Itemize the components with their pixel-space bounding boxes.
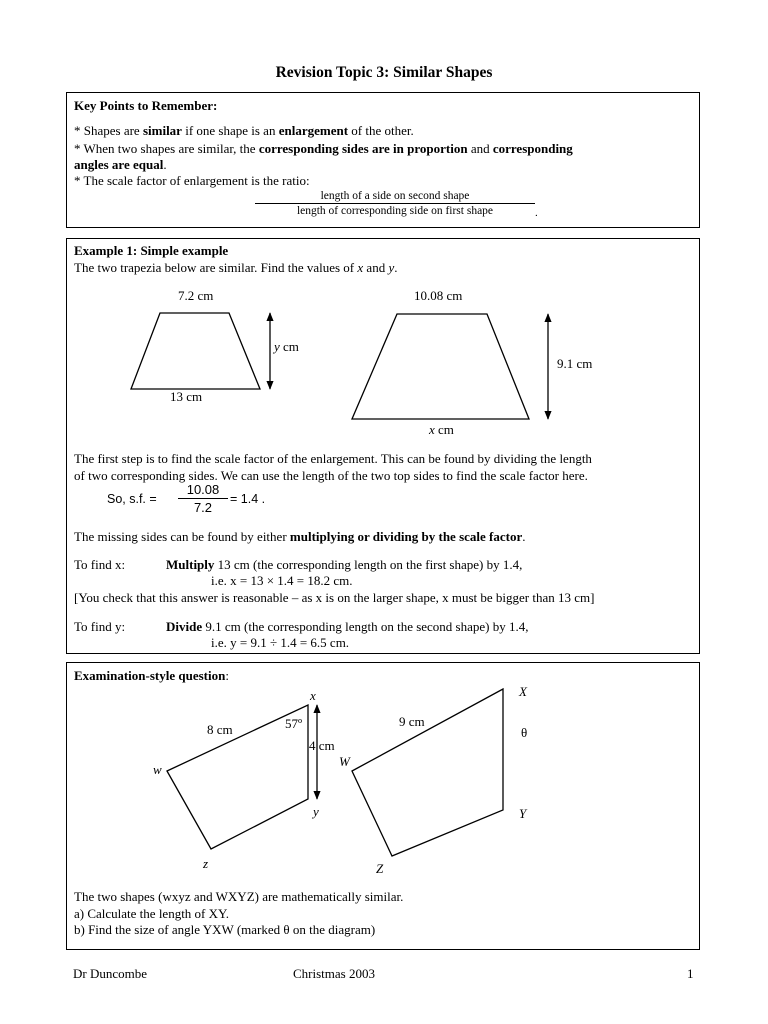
key-point-1: * Shapes are similar if one shape is an enlargement of the other. [74, 123, 414, 138]
key-point-2-cont: angles are equal. [74, 157, 167, 172]
example-1-heading: Example 1: Simple example [74, 243, 229, 258]
label-Z: Z [376, 861, 384, 876]
label-W: W [339, 754, 350, 769]
question-b: b) Find the size of angle YXW (marked θ on the diagram) [74, 922, 376, 937]
page-title: Revision Topic 3: Similar Shapes [275, 64, 493, 81]
sf-numerator: 10.08 [186, 482, 220, 497]
scale-factor-ratio [255, 190, 535, 217]
label-x: x [310, 688, 316, 703]
example-1-box [66, 238, 700, 654]
step-text-2: of two corresponding sides. We can use the length of the two top sides to find the scale factor here. [74, 468, 588, 483]
large-quadrilateral-WXYZ [352, 689, 503, 856]
question-a: a) Calculate the length of XY. [74, 906, 229, 921]
sf-denominator: 7.2 [178, 498, 228, 515]
find-x-label: To find x: [74, 557, 126, 572]
label-theta: θ [521, 725, 528, 740]
trapezia-diagram [67, 239, 701, 439]
large-top-label: 10.08 cm [414, 288, 463, 303]
find-y-label: To find y: [74, 619, 126, 634]
scale-factor-result: = 1.4 . [230, 492, 266, 506]
label-WX-length: 9 cm [399, 714, 425, 729]
label-Y: Y [519, 806, 527, 821]
check-text: [You check that this answer is reasonable – as x is on the larger shape, x must be bigger than 13 cm] [74, 590, 595, 605]
label-wx-length: 8 cm [207, 722, 233, 737]
step-text-1: The first step is to find the scale factor of the enlargement. This can be found by dividing the length [74, 451, 592, 466]
large-trapezium [352, 314, 529, 419]
key-point-2: * When two shapes are similar, the corresponding sides are in proportion and corresponding [74, 141, 573, 156]
find-x-working: i.e. x = 13 × 1.4 = 18.2 cm. [211, 573, 353, 588]
small-top-label: 7.2 cm [178, 288, 214, 303]
example-1-intro: The two trapezia below are similar. Find the values of x and y. [74, 260, 398, 275]
scale-factor-prefix: So, s.f. = [107, 492, 157, 506]
key-point-3: * The scale factor of enlargement is the ratio: [74, 173, 310, 188]
label-y: y [313, 804, 319, 819]
label-z: z [203, 856, 209, 871]
footer-page-number: 1 [687, 966, 694, 981]
ratio-end: . [535, 207, 538, 219]
scale-factor-fraction [178, 482, 228, 515]
label-X: X [519, 684, 527, 699]
missing-sides-text: The missing sides can be found by either multiplying or dividing by the scale factor. [74, 529, 526, 544]
large-height-label: 9.1 cm [557, 356, 593, 371]
key-points-box [66, 92, 700, 228]
small-trapezium [131, 313, 260, 389]
exam-question-box [66, 662, 700, 950]
exam-heading: Examination-style question: [74, 668, 229, 683]
footer-author: Dr Duncombe [73, 966, 148, 981]
find-x-text: Multiply 13 cm (the corresponding length on the first shape) by 1.4, [166, 557, 523, 572]
label-xy-length: 4 cm [309, 738, 335, 753]
small-bottom-label: 13 cm [170, 389, 203, 404]
small-height-label: y cm [274, 339, 299, 354]
key-points-heading: Key Points to Remember: [74, 98, 218, 113]
ratio-numerator: length of a side on second shape [320, 190, 470, 202]
label-w: w [153, 762, 162, 777]
label-angle-57: 57º [285, 716, 303, 731]
large-bottom-label: x cm [429, 422, 454, 437]
footer-date: Christmas 2003 [293, 966, 375, 981]
ratio-denominator: length of corresponding side on first shape [255, 203, 535, 217]
find-y-working: i.e. y = 9.1 ÷ 1.4 = 6.5 cm. [211, 635, 350, 650]
find-y-text: Divide 9.1 cm (the corresponding length on the second shape) by 1.4, [166, 619, 529, 634]
similar-shapes-diagram [67, 663, 701, 883]
question-intro: The two shapes (wxyz and WXYZ) are mathematically similar. [74, 889, 404, 904]
